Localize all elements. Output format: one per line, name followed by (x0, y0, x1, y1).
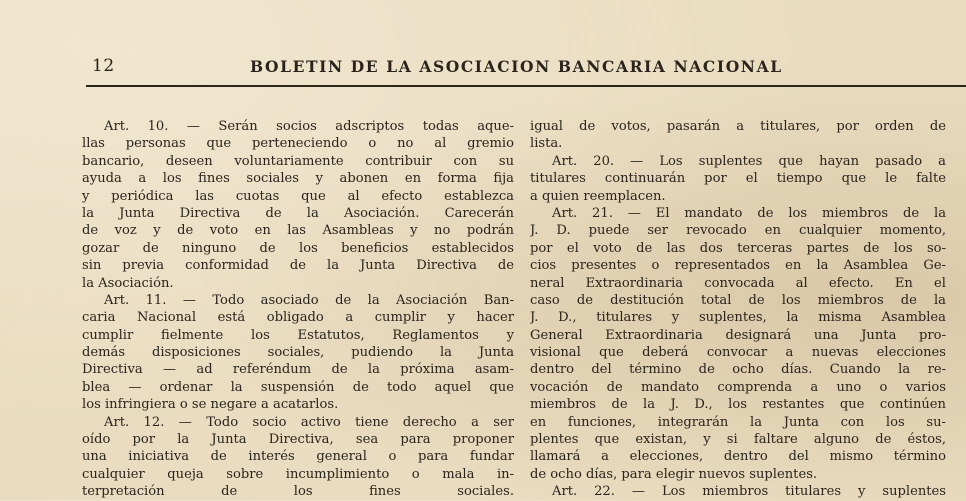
text-line: Art. 10. — Serán socios adscriptos todas aque- (104, 119, 514, 134)
text-line: por el voto de las dos terceras partes de los so- (530, 240, 946, 256)
text-line: llas personas que perteneciendo o no al gremio (82, 136, 514, 152)
text-line: Art. 12. — Todo socio activo tiene derecho a ser (104, 414, 514, 430)
page-header (92, 56, 792, 78)
text-line: lista. (530, 136, 563, 152)
header-rule (86, 85, 966, 87)
text-line: General Extraordinaria designará una Junta pro- (530, 327, 946, 343)
text-line: caria Nacional está obligado a cumplir y hacer (82, 310, 514, 326)
left-column (82, 118, 514, 501)
text-line: ayuda a los fines sociales y abonen en forma fija (82, 171, 514, 187)
text-line: la Junta Directiva de la Asociación. Carecerán (82, 205, 514, 221)
text-line: vocación de mandato comprenda a uno o varios (530, 379, 946, 395)
text-line: igual de votos, pasarán a titulares, por orden de (530, 119, 946, 134)
right-column (530, 118, 946, 501)
text-line: de voz y de voto en las Asambleas y no podrán (82, 223, 514, 239)
text-line: Art. 22. — Los miembros titulares y suplentes (552, 484, 946, 500)
text-line: blea — ordenar la suspensión de todo aquel que (82, 379, 514, 395)
text-line: bancario, deseen voluntariamente contribuir con su (82, 153, 514, 169)
text-line: terpretación de los fines sociales. (82, 484, 514, 500)
text-line: miembros de la J. D., los restantes que continúen (530, 397, 946, 413)
text-line: titulares continuarán por el tiempo que le falte (530, 171, 946, 187)
text-line: la Asociación. (82, 275, 174, 291)
text-line: sin previa conformidad de la Junta Directiva de (82, 258, 514, 274)
text-line: y periódica las cuotas que al efecto establezca (82, 188, 514, 204)
text-line: Art. 21. — El mandato de los miembros de la (552, 205, 946, 221)
text-line: una iniciativa de interés general o para fundar (82, 449, 514, 465)
text-line: de ocho días, para elegir nuevos suplentes. (530, 466, 818, 482)
text-line: J. D. puede ser revocado en cualquier momento, (530, 223, 946, 239)
text-line: demás disposiciones sociales, pudiendo la Junta (82, 345, 514, 361)
text-line: neral Extraordinaria convocada al efecto. En el (530, 275, 946, 291)
text-line: gozar de ninguno de los beneficios establecidos (82, 240, 514, 256)
page-number: 12 (92, 56, 115, 76)
text-line: los infringiera o se negare a acatarlos. (82, 397, 339, 413)
text-line: a quien reemplacen. (530, 188, 666, 204)
text-line: Directiva — ad referéndum de la próxima asam- (82, 362, 514, 378)
text-line: visional que deberá convocar a nuevas elecciones (530, 345, 946, 361)
text-line: J. D., titulares y suplentes, la misma Asamblea (530, 310, 946, 326)
journal-title: BOLETIN DE LA ASOCIACION BANCARIA NACIONAL (250, 57, 783, 76)
text-line: plentes que existan, y si faltare alguno de éstos, (530, 432, 946, 448)
text-line: Art. 20. — Los suplentes que hayan pasado a (552, 153, 946, 169)
text-line: cios presentes o representados en la Asamblea Ge- (530, 258, 946, 274)
text-line: Art. 11. — Todo asociado de la Asociación Ban- (104, 292, 514, 308)
text-line: cualquier queja sobre incumplimiento o mala in- (82, 466, 514, 482)
text-line: oído por la Junta Directiva, sea para proponer (82, 432, 514, 448)
text-line: en funciones, integrarán la Junta con los su- (530, 414, 946, 430)
text-line: dentro del término de ocho días. Cuando la re- (530, 362, 946, 378)
text-line: cumplir fielmente los Estatutos, Reglamentos y (82, 327, 514, 343)
text-line: caso de destitución total de los miembros de la (530, 292, 946, 308)
text-line: llamará a elecciones, dentro del mismo término (530, 449, 946, 465)
